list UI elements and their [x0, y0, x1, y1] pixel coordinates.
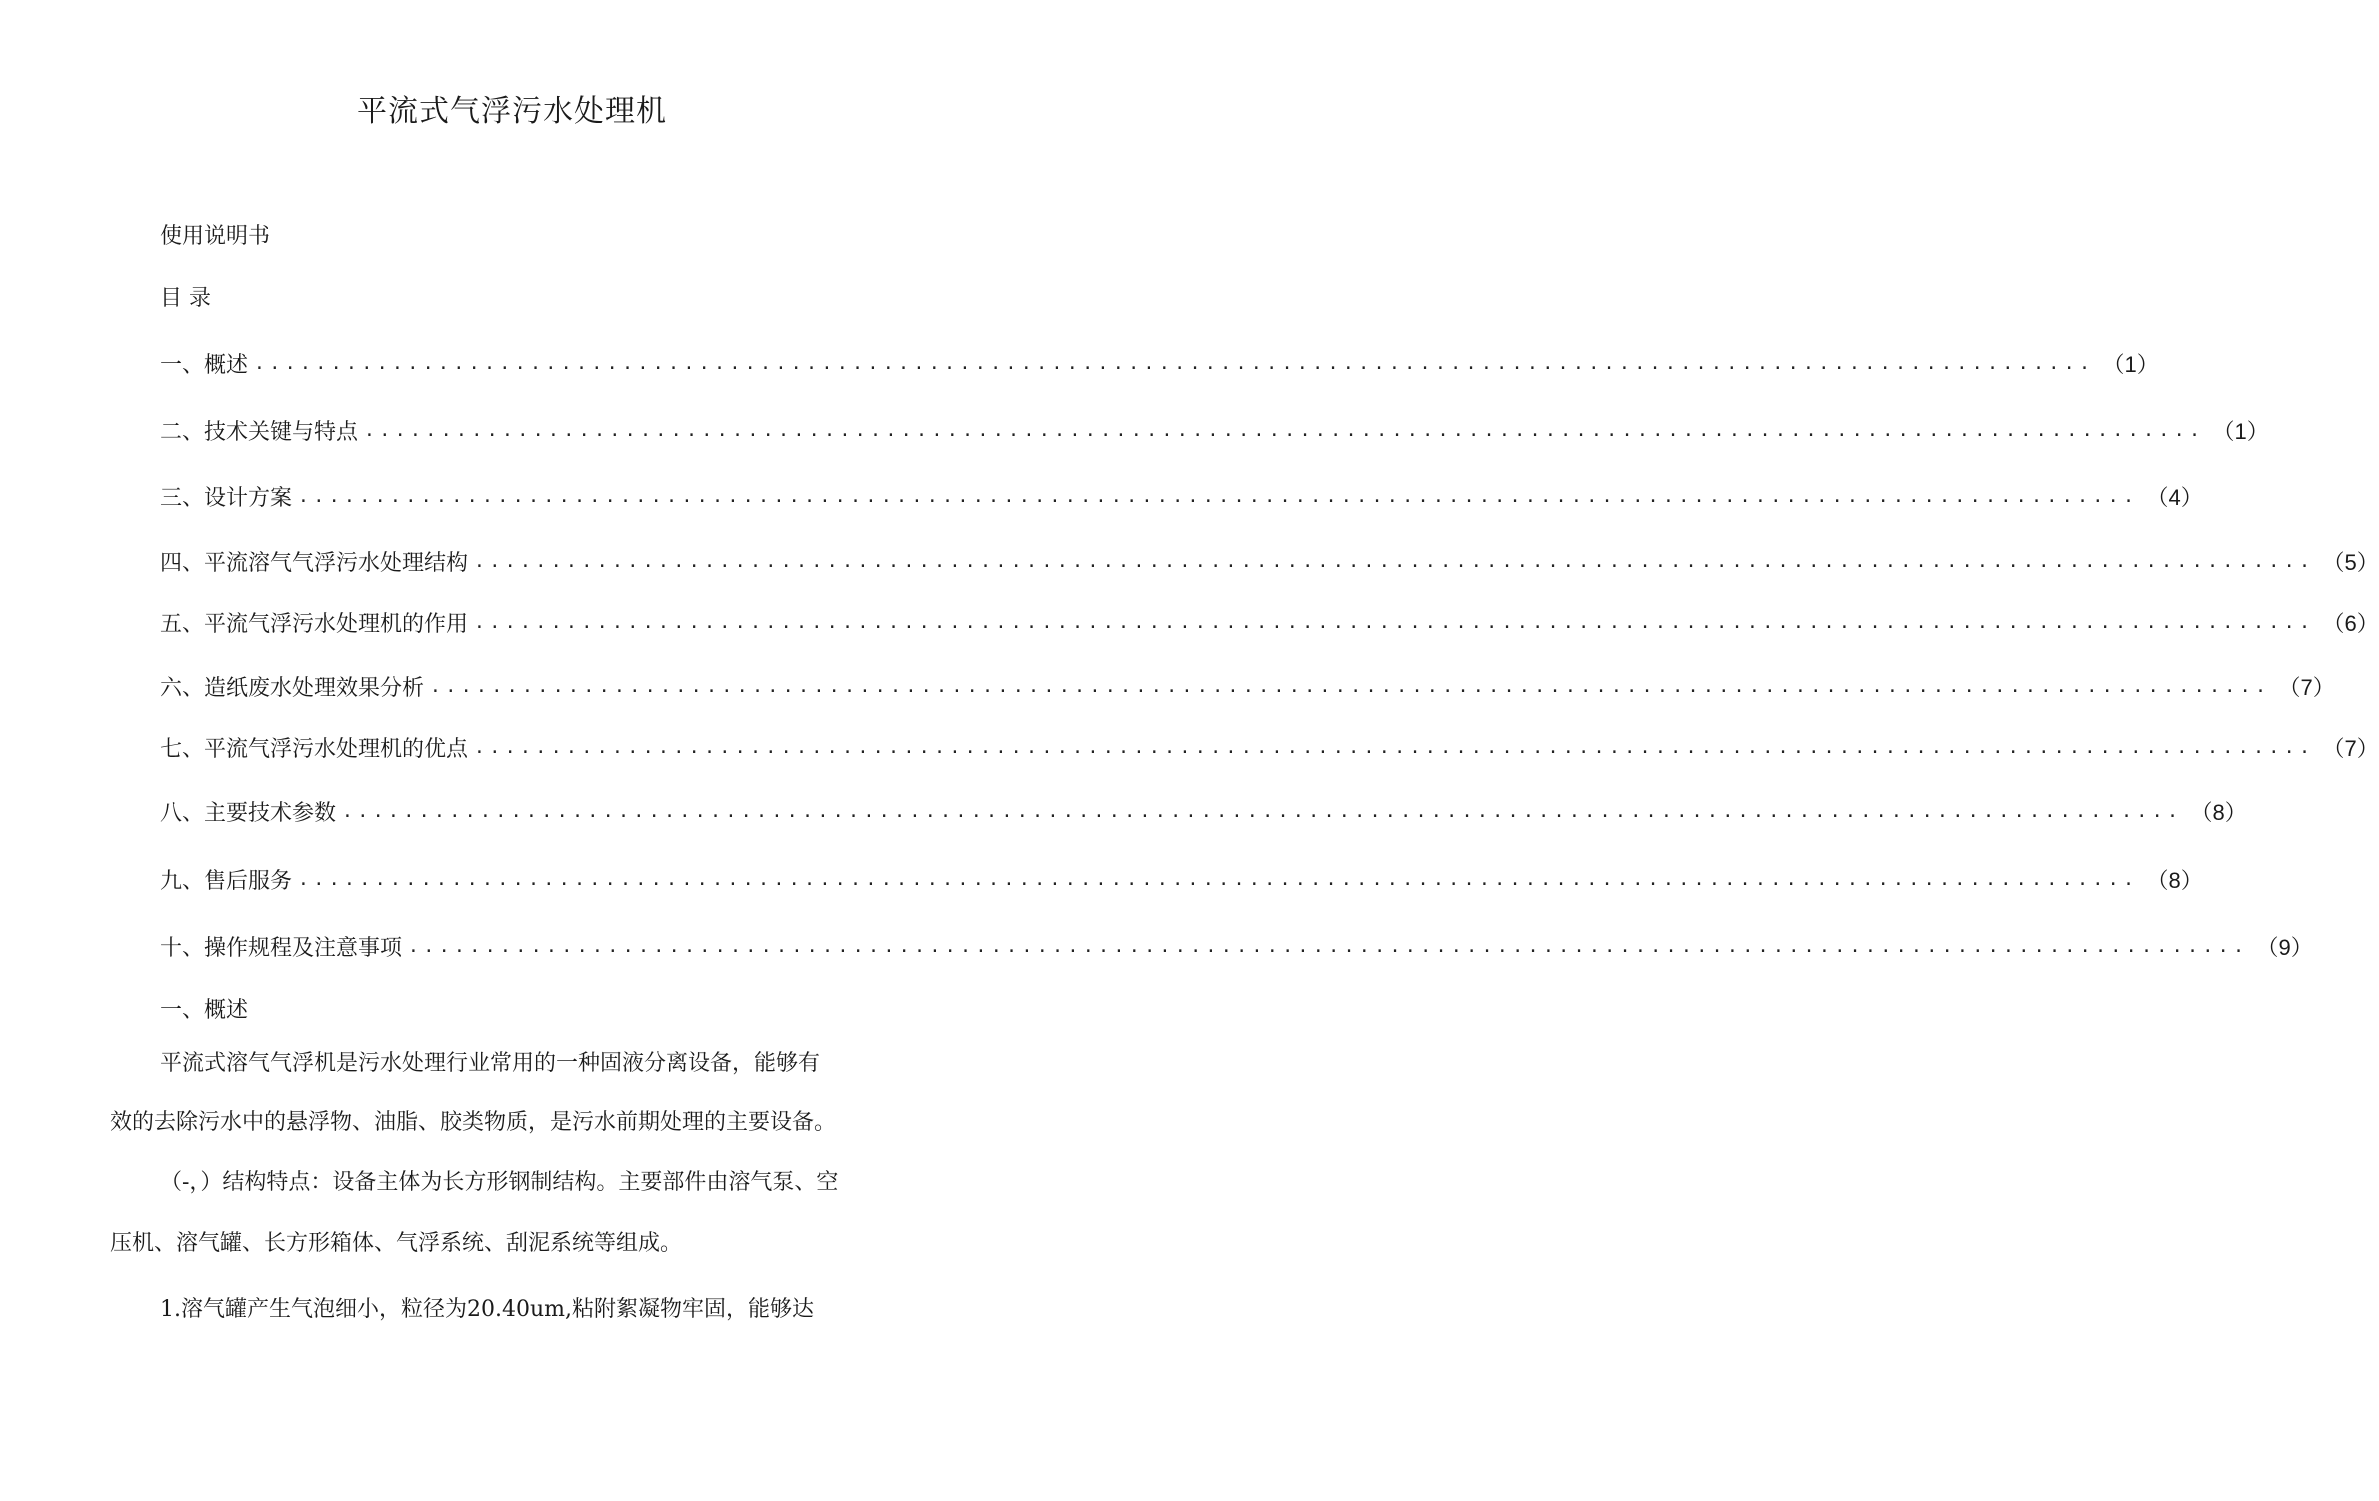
- toc-leader-dots: ........................................................................................................................: [364, 419, 2205, 441]
- toc-item-page: （7）: [2322, 735, 2379, 761]
- toc-item-label: 三、设计方案: [160, 485, 293, 511]
- toc-heading: 目 录: [160, 286, 211, 311]
- paragraph-line: （-，）结构特点：设备主体为长方形钢制结构。主要部件由溶气泵、空: [160, 1170, 839, 1195]
- document-title: 平流式气浮污水处理机: [357, 94, 667, 129]
- toc-item[interactable]: [160, 671, 2335, 701]
- toc-leader-dots: ........................................................................................................................: [430, 675, 2271, 697]
- toc-item-label: 二、技术关键与特点: [160, 419, 359, 445]
- toc-leader-dots: ........................................................................................................................: [254, 352, 2095, 374]
- toc-item-page: （5）: [2322, 549, 2379, 575]
- toc-item[interactable]: [160, 546, 2379, 576]
- toc-item-page: （8）: [2146, 867, 2203, 893]
- paragraph-line: 压机、溶气罐、长方形箱体、气浮系统、刮泥系统等组成。: [110, 1231, 683, 1256]
- toc-leader-dots: ........................................................................................................................: [474, 611, 2315, 633]
- toc-item-label: 九、售后服务: [160, 868, 293, 894]
- toc-item[interactable]: [160, 732, 2379, 762]
- toc-item[interactable]: [160, 864, 2203, 894]
- toc-item-page: （6）: [2322, 610, 2379, 636]
- toc-leader-dots: ........................................................................................................................: [408, 935, 2249, 957]
- toc-item-page: （1）: [2212, 418, 2269, 444]
- toc-item-page: （8）: [2190, 799, 2247, 825]
- toc-item[interactable]: [160, 415, 2269, 445]
- toc-item-label: 五、平流气浮污水处理机的作用: [160, 611, 469, 637]
- toc-leader-dots: ........................................................................................................................: [474, 550, 2315, 572]
- toc-item-label: 六、造纸废水处理效果分析: [160, 675, 425, 701]
- toc-leader-dots: ........................................................................................................................: [298, 868, 2139, 890]
- paragraph-line: 1.溶气罐产生气泡细小，粒径为20.40um,粘附絮凝物牢固，能够达: [160, 1297, 814, 1322]
- paragraph-line: 效的去除污水中的悬浮物、油脂、胶类物质，是污水前期处理的主要设备。: [110, 1110, 837, 1135]
- toc-item[interactable]: [160, 796, 2247, 826]
- toc-item-page: （4）: [2146, 484, 2203, 510]
- toc-leader-dots: ........................................................................................................................: [298, 485, 2139, 507]
- toc-leader-dots: ........................................................................................................................: [342, 800, 2183, 822]
- toc-item-label: 八、主要技术参数: [160, 800, 337, 826]
- toc-item-label: 四、平流溶气气浮污水处理结构: [160, 550, 469, 576]
- section-heading: 一、概述: [160, 998, 249, 1023]
- toc-item[interactable]: [160, 607, 2379, 637]
- toc-item-page: （1）: [2102, 351, 2159, 377]
- toc-item-page: （7）: [2278, 674, 2335, 700]
- toc-item[interactable]: [160, 348, 2159, 378]
- toc-item-label: 七、平流气浮污水处理机的优点: [160, 736, 469, 762]
- toc-item-label: 一、概述: [160, 352, 249, 378]
- toc-leader-dots: ........................................................................................................................: [474, 736, 2315, 758]
- toc-item[interactable]: [160, 931, 2313, 961]
- toc-item[interactable]: [160, 481, 2203, 511]
- toc-item-page: （9）: [2256, 934, 2313, 960]
- document-subtitle: 使用说明书: [160, 224, 271, 249]
- paragraph-line: 平流式溶气气浮机是污水处理行业常用的一种固液分离设备，能够有: [160, 1051, 821, 1076]
- toc-item-label: 十、操作规程及注意事项: [160, 935, 403, 961]
